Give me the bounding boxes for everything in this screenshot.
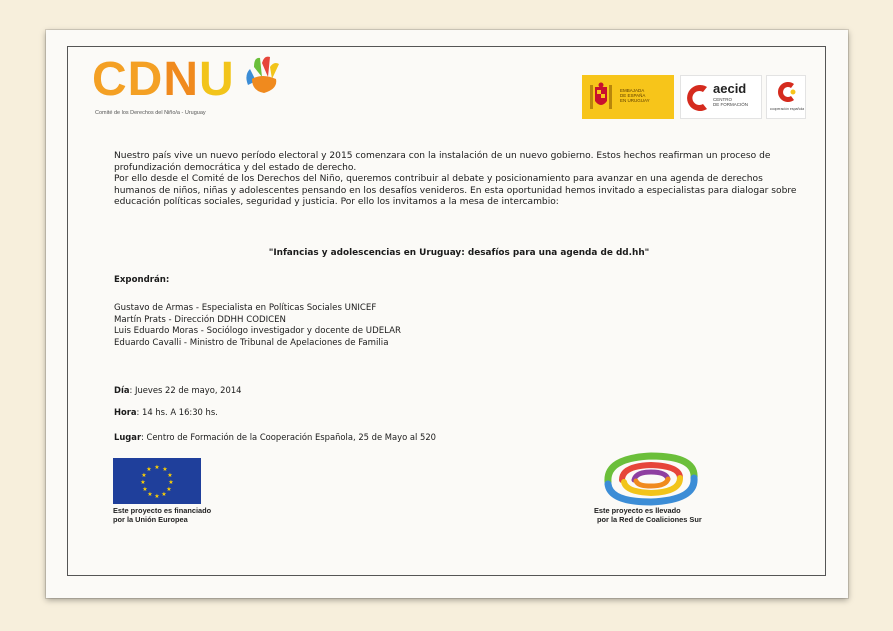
cooperacion-c-icon [775,79,799,105]
eu-funding-caption [113,506,211,524]
day-value: : Jueves 22 de mayo, 2014 [129,385,242,395]
svg-text:★: ★ [141,472,147,479]
partner-logos [582,75,806,119]
speakers-list [114,303,401,349]
invitation-sheet [46,30,848,598]
svg-text:★: ★ [147,491,153,498]
spain-embassy-logo [582,75,674,119]
svg-text:★: ★ [166,486,172,493]
event-place [114,432,436,442]
day-label: Día [114,385,130,395]
svg-text:★: ★ [161,491,167,498]
speaker-item: Eduardo Cavalli - Ministro de Tribunal de Apelaciones de Familia [114,337,389,348]
svg-text:★: ★ [140,479,146,486]
event-time [114,407,218,417]
time-label: Hora [114,407,137,417]
handprint-icon [242,55,290,95]
eu-flag-logo [113,458,201,504]
speaker-item: Luis Eduardo Moras - Sociólogo investigador y docente de UDELAR [114,326,401,336]
speaker-item: Gustavo de Armas - Especialista en Políticas Sociales UNICEF [114,303,377,313]
ring-caption-line-2: por la Red de Coaliciones Sur [597,515,702,524]
svg-text:★: ★ [162,466,168,473]
aecid-subtitle: CENTRO DE FORMACIÓN [713,97,749,107]
embassy-text: EMBAJADA DE ESPAÑA EN URUGUAY [620,88,650,103]
aecid-c-icon [683,81,713,115]
speakers-heading: Expondrán: [114,275,170,285]
event-title: "Infancias y adolescencias en Uruguay: desafíos para una agenda de dd.hh" [268,248,650,258]
red-coaliciones-sur-logo [596,450,706,506]
speaker-item: Martín Prats - Dirección DDHH CODICEN [114,314,286,325]
event-day [114,385,242,395]
place-label: Lugar [114,432,142,442]
cooperacion-subtitle: cooperación española [769,107,805,111]
red-coaliciones-caption [594,506,702,524]
eu-caption-line-1: Este proyecto es financiado [113,506,212,515]
svg-text:★: ★ [168,479,174,486]
intro-paragraph-1: Nuestro país vive un nuevo período electoral y 2015 comenzara con la instalación de un nuevo gobierno. Estos hechos reafirman un proceso de profundización democrática y del estado de derecho. [114,151,771,173]
cdnu-wordmark: CDNU [92,53,235,106]
svg-text:★: ★ [167,472,173,479]
svg-text:★: ★ [146,466,152,473]
intro-text [114,151,804,209]
svg-text:★: ★ [142,486,148,493]
eu-caption-line-2: por la Unión Europea [113,515,188,524]
cdnu-subtitle: Comité de los Derechos del Niño/a - Uruguay [95,110,206,116]
ring-caption-line-1: Este proyecto es llevado [594,506,681,515]
cooperacion-espanola-logo [766,75,806,119]
aecid-name: aecid [713,81,747,96]
place-value: : Centro de Formación de la Cooperación Española, 25 de Mayo al 520 [141,432,436,442]
time-value: : 14 hs. A 16:30 hs. [136,407,218,417]
svg-text:★: ★ [154,464,160,471]
aecid-logo [680,75,762,119]
svg-text:★: ★ [154,493,160,500]
cdnu-logo [92,55,292,125]
eu-stars-icon [113,458,201,504]
intro-paragraph-2: Por ello desde el Comité de los Derechos del Niño, queremos contribuir al debate y posicionamiento para avanzar en una agenda de derechos humanos de niños, niñas y adolescentes pensando en los desafíos venideros. En esta oportunidad hemos invitado a especialistas para dialogar sobre educación políticas sociales, seguridad y justicia. Por ello los invitamos a la mesa de intercambio: [114,174,797,208]
spanish-coat-of-arms-icon [588,81,614,113]
